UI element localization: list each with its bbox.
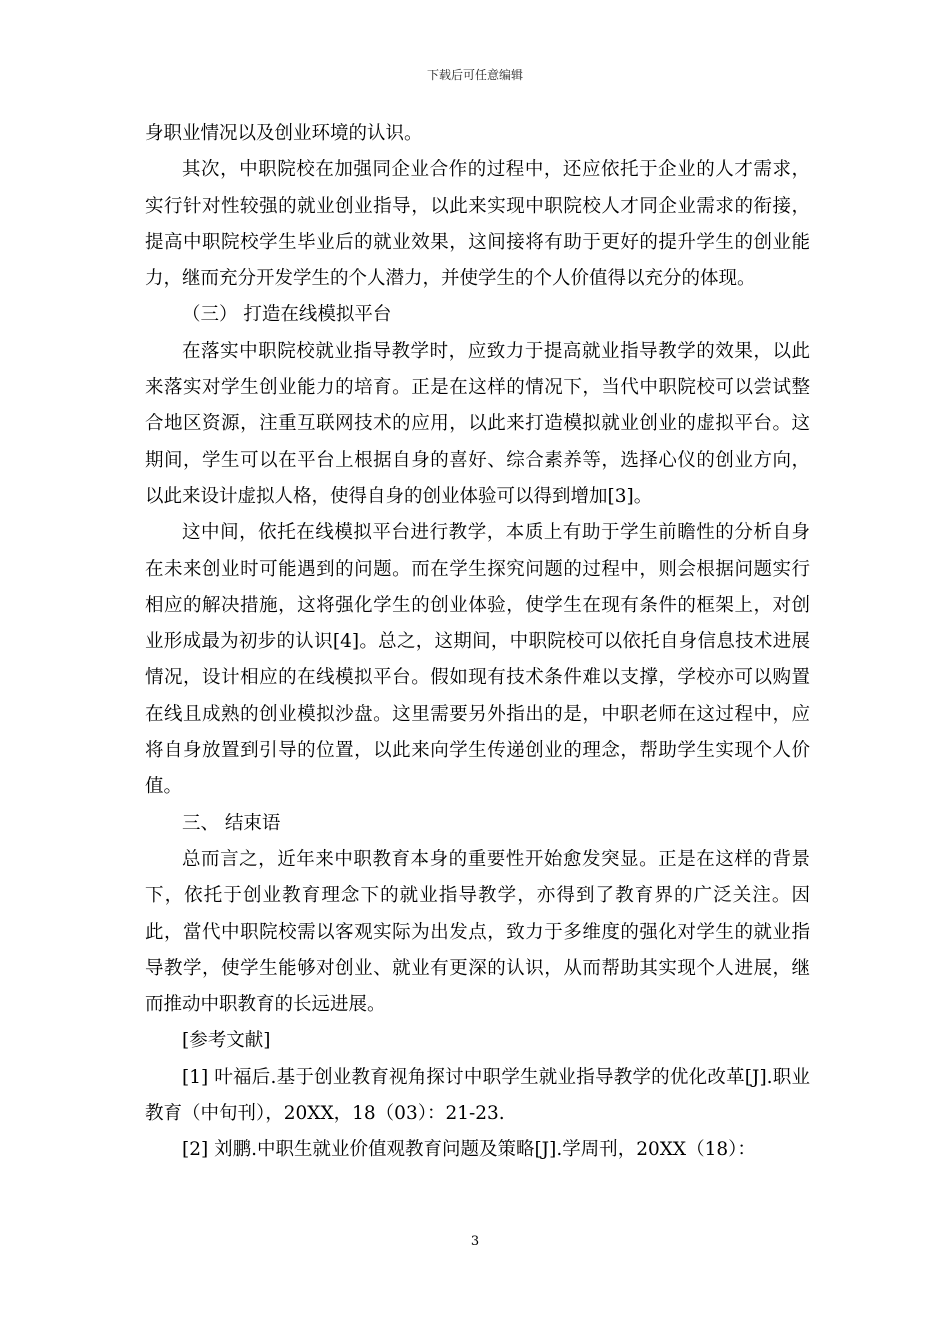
paragraph-continuation: 身职业情况以及创业环境的认识。 bbox=[145, 123, 423, 144]
page-header: 下载后可任意编辑 bbox=[426, 68, 523, 82]
reference-item: [2] 刘鹏.中职生就业价值观教育问题及策略[J].学周刊，20XX（18）： bbox=[182, 1139, 756, 1161]
paragraph: 总而言之，近年来中职教育本身的重要性开始愈发突显。正是在这样的背景下，依托于创业教育理念下的就业指导教学，亦得到了教育界的广泛关注。因此，當代中职院校需以客观实际为出发点，致力于多维度的强化对学生的就业指导教学，使学生能够对创业、就业有更深的认识，从而帮助其实现个人进展，继而推动中职教育的长远进展。 bbox=[145, 848, 810, 1016]
page-number: 3 bbox=[470, 1234, 480, 1249]
document-body bbox=[145, 116, 810, 1169]
paragraph: 其次，中职院校在加强同企业合作的过程中，还应依托于企业的人才需求，实行针对性较强的就业创业指导，以此来实现中职院校人才同企业需求的衔接，提高中职院校学生毕业后的就业效果，这间接将有助于更好的提升学生的创业能力，继而充分开发学生的个人潜力，并使学生的个人价值得以充分的体现。 bbox=[145, 159, 810, 290]
section-heading: 三、 结束语 bbox=[182, 812, 281, 834]
references-heading: [参考文献] bbox=[182, 1030, 271, 1052]
paragraph: 在落实中职院校就业指导教学时，应致力于提高就业指导教学的效果，以此来落实对学生创业能力的培育。正是在这样的情况下，当代中职院校可以尝试整合地区资源，注重互联网技术的应用，以此来打造模拟就业创业的虚拟平台。这期间，学生可以在平台上根据自身的喜好、综合素养等，选择心仪的创业方向，以此来设计虚拟人格，使得自身的创业体验可以得到增加[3]。 bbox=[145, 340, 810, 507]
section-heading: （三） 打造在线模拟平台 bbox=[182, 304, 392, 326]
reference-item: [1] 叶福后.基于创业教育视角探讨中职学生就业指导教学的优化改革[J].职业教育（中旬刊），20XX，18（03）：21-23. bbox=[145, 1066, 810, 1125]
paragraph: 这中间，依托在线模拟平台进行教学，本质上有助于学生前瞻性的分析自身在未来创业时可能遇到的问题。而在学生探究问题的过程中，则会根据问题实行相应的解决措施，这将强化学生的创业体验，使学生在现有条件的框架上，对创业形成最为初步的认识[4]。总之，这期间，中职院校可以依托自身信息技术进展情况，设计相应的在线模拟平台。假如现有技术条件难以支撑，学校亦可以购置在线且成熟的创业模拟沙盘。这里需要另外指出的是，中职老师在这过程中，应将自身放置到引导的位置，以此来向学生传递创业的理念，帮助学生实现个人价值。 bbox=[145, 522, 810, 798]
